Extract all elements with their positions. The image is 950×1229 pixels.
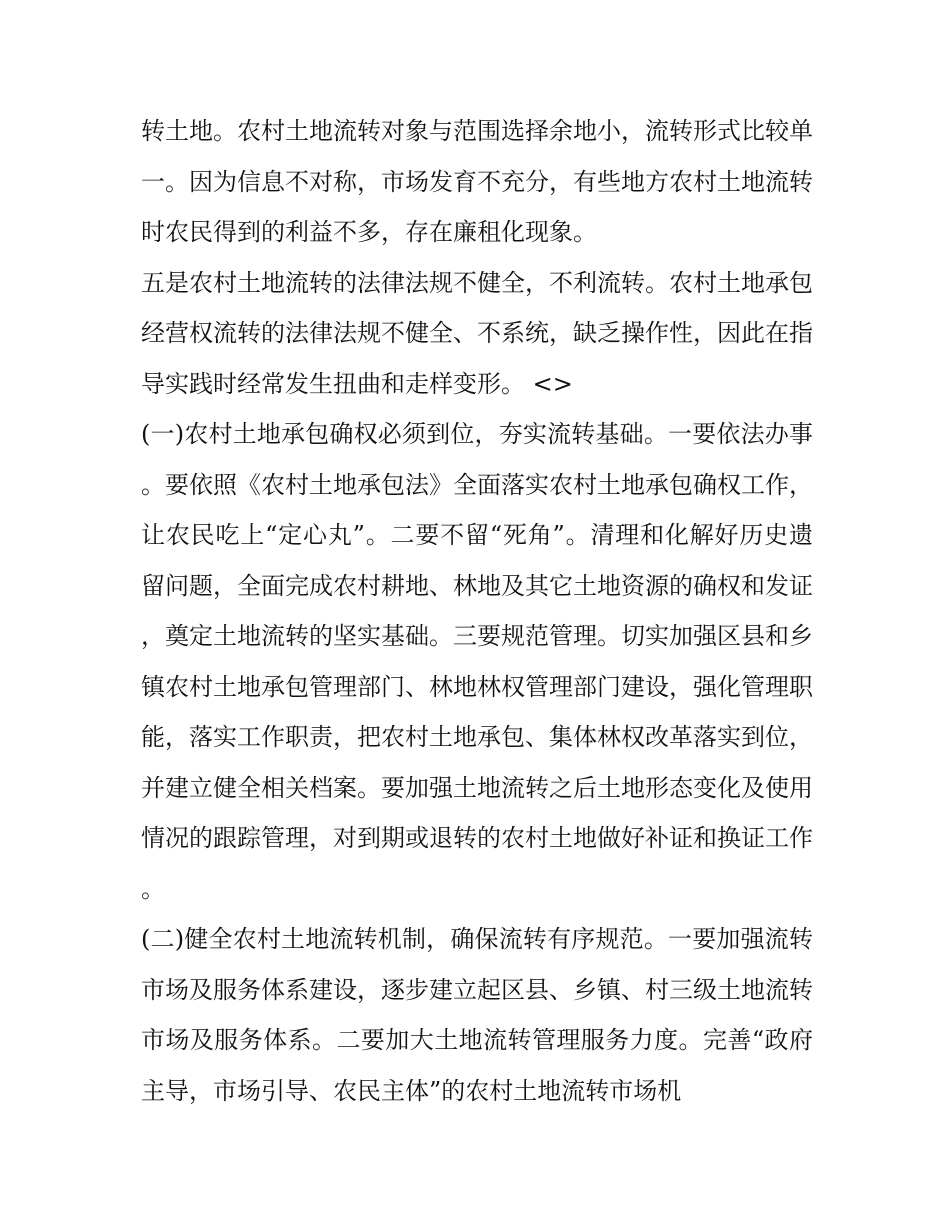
paragraph-transfer-mechanism: (二)健全农村土地流转机制，确保流转有序规范。一要加强流转市场及服务体系建设，逐步建立起区县、乡镇、村三级土地流转市场及服务体系。二要加大土地流转管理服务力度。完善“政府主导，市场引导、农民主体”的农村土地流转市场机	[141, 925, 813, 1105]
paragraph-contract-rights-confirmation: (一)农村土地承包确权必须到位，夯实流转基础。一要依法办事。要依照《农村土地承包法》全面落实农村土地承包确权工作，让农民吃上“定心丸”。二要不留“死角”。清理和化解好历史遗留问题，全面完成农村耕地、林地及其它土地资源的确权和发证，奠定土地流转的坚实基础。三要规范管理。切实加强区县和乡镇农村土地承包管理部门、林地林权管理部门建设，强化管理职能，落实工作职责，把农村土地承包、集体林权改革落实到位，并建立健全相关档案。要加强土地流转之后土地形态变化及使用情况的跟踪管理，对到期或退转的农村土地做好补证和换证工作。	[141, 420, 813, 903]
paragraph-legal-framework: 五是农村土地流转的法律法规不健全，不利流转。农村土地承包经营权流转的法律法规不健全、不系统，缺乏操作性，因此在指导实践时经常发生扭曲和走样变形。 <>	[141, 268, 813, 398]
document-body	[141, 106, 813, 1116]
paragraph-land-transfer-limits: 转土地。农村土地流转对象与范围选择余地小，流转形式比较单一。因为信息不对称，市场发育不充分，有些地方农村土地流转时农民得到的利益不多，存在廉租化现象。	[141, 117, 813, 246]
